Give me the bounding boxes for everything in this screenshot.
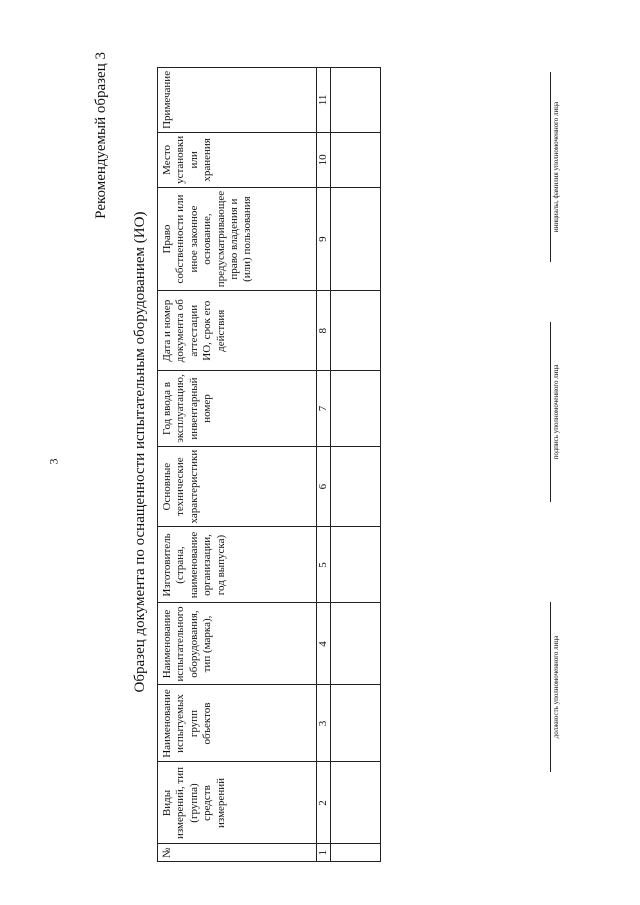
table-cell	[331, 187, 381, 290]
table-header-row	[158, 67, 317, 861]
column-number: 3	[317, 685, 331, 762]
table-cell	[331, 844, 381, 862]
table-cell	[331, 132, 381, 187]
document-title: Образец документа по оснащенности испытательным оборудованием (ИО)	[132, 211, 148, 693]
column-header: №	[158, 844, 317, 862]
column-number: 1	[317, 844, 331, 862]
column-number: 7	[317, 371, 331, 447]
column-header: Дата и номер документа об аттестации ИО, срок его действия	[158, 291, 317, 371]
equipment-table	[157, 67, 381, 862]
reference-sample-label: Рекомендуемый образец 3	[93, 52, 109, 219]
column-header: Наименование испытательного оборудования, тип (марка),	[158, 603, 317, 685]
column-header: Место установки или хранения	[158, 132, 317, 187]
column-number: 5	[317, 527, 331, 603]
rotated-page-content	[40, 22, 600, 882]
column-number: 10	[317, 132, 331, 187]
column-header: Право собственности или иное законное основание, предусматривающее право владения и (или) пользования	[158, 187, 317, 290]
column-number: 8	[317, 291, 331, 371]
column-number-row	[317, 67, 331, 861]
signature-sign-caption: подпись уполномоченного лица	[550, 322, 560, 502]
signature-name-caption: инициалы, фамилия уполномоченного лица	[550, 72, 560, 262]
table-cell	[331, 371, 381, 447]
column-header: Виды измерений, тип (группа) средств измерений	[158, 762, 317, 844]
table-cell	[331, 67, 381, 132]
table-cell	[331, 762, 381, 844]
column-header: Основные технические характеристики	[158, 446, 317, 527]
signature-position-caption: должность уполномоченного лица	[550, 602, 560, 772]
table-cell	[331, 685, 381, 762]
table-cell	[331, 527, 381, 603]
column-number: 4	[317, 603, 331, 685]
column-header: Наименование испытуемых групп объектов	[158, 685, 317, 762]
column-number: 2	[317, 762, 331, 844]
column-header: Примечание	[158, 67, 317, 132]
table-row	[331, 67, 381, 861]
column-header: Изготовитель (страна, наименование организации, год выпуска)	[158, 527, 317, 603]
column-header: Год ввода в эксплуатацию, инвентарный номер	[158, 371, 317, 447]
table-cell	[331, 603, 381, 685]
table-cell	[331, 446, 381, 527]
page-number: 3	[46, 458, 61, 465]
column-number: 11	[317, 67, 331, 132]
table-cell	[331, 291, 381, 371]
column-number: 9	[317, 187, 331, 290]
column-number: 6	[317, 446, 331, 527]
